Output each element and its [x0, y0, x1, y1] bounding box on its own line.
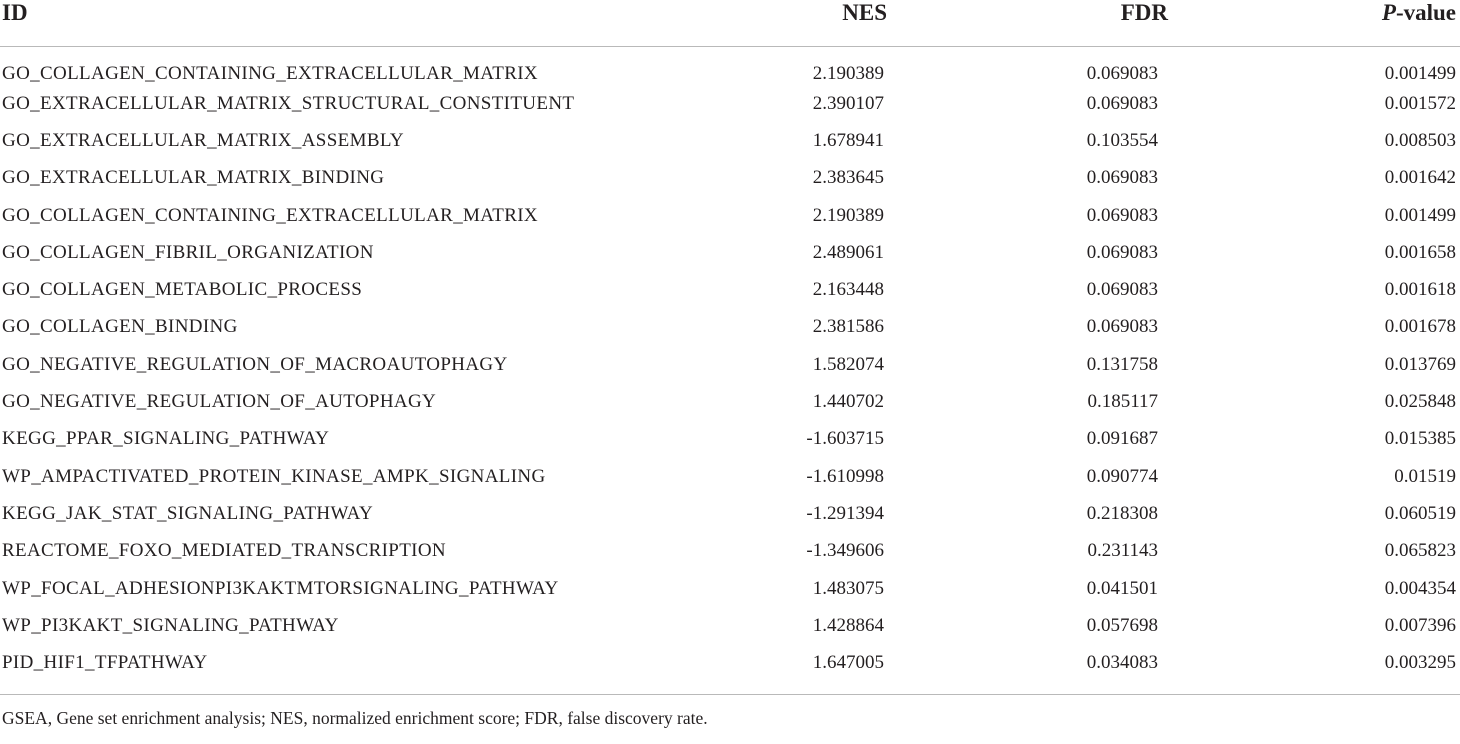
- header-id: ID: [0, 0, 760, 47]
- cell-fdr: 0.057698: [1086, 614, 1158, 636]
- cell-id: GO_NEGATIVE_REGULATION_OF_AUTOPHAGY: [2, 391, 437, 413]
- table-row: [0, 122, 1460, 159]
- cell-p-value: 0.008503: [1384, 129, 1456, 151]
- cell-fdr: 0.090774: [1086, 465, 1158, 487]
- header-row: [0, 0, 1460, 47]
- cell-p-value: 0.001618: [1384, 279, 1456, 301]
- cell-fdr: 0.069083: [1086, 279, 1158, 301]
- cell-p-value: 0.004354: [1384, 577, 1456, 599]
- header-nes: NES: [760, 0, 1010, 47]
- cell-id: GO_COLLAGEN_CONTAINING_EXTRACELLULAR_MATRIX: [2, 63, 538, 84]
- table-body: [0, 47, 1460, 695]
- cell-p-value: 0.025848: [1384, 391, 1456, 413]
- cell-id: REACTOME_FOXO_MEDIATED_TRANSCRIPTION: [2, 540, 446, 562]
- cell-nes: 1.678941: [812, 129, 884, 151]
- cell-fdr: 0.069083: [1086, 167, 1158, 189]
- table-row: [0, 160, 1460, 197]
- cell-id: GO_COLLAGEN_FIBRIL_ORGANIZATION: [2, 241, 374, 263]
- table-row: [0, 271, 1460, 308]
- cell-p-value: 0.001658: [1384, 241, 1456, 263]
- cell-nes: 1.483075: [812, 577, 884, 599]
- cell-nes: 2.190389: [812, 204, 884, 226]
- table-row: [0, 607, 1460, 644]
- table-row: [0, 533, 1460, 570]
- cell-nes: -1.349606: [806, 540, 884, 562]
- table-header: [0, 0, 1460, 47]
- cell-nes: 2.163448: [812, 279, 884, 301]
- table-row: [0, 85, 1460, 122]
- header-fdr: FDR: [1010, 0, 1280, 47]
- cell-fdr: 0.231143: [1087, 540, 1158, 562]
- cell-fdr: 0.069083: [1086, 63, 1158, 84]
- table-row: [0, 234, 1460, 271]
- cell-fdr: 0.185117: [1087, 391, 1158, 413]
- cell-p-value: 0.013769: [1384, 353, 1456, 375]
- cell-fdr: 0.091687: [1086, 428, 1158, 450]
- cell-id: GO_NEGATIVE_REGULATION_OF_MACROAUTOPHAGY: [2, 353, 508, 375]
- cell-fdr: 0.069083: [1086, 204, 1158, 226]
- cell-fdr: 0.218308: [1086, 502, 1158, 524]
- table-row: [0, 570, 1460, 607]
- cell-nes: -1.610998: [806, 465, 884, 487]
- cell-fdr: 0.069083: [1086, 241, 1158, 263]
- cell-p-value: 0.001642: [1384, 167, 1456, 189]
- cell-id: KEGG_JAK_STAT_SIGNALING_PATHWAY: [2, 502, 374, 524]
- cell-id: GO_COLLAGEN_METABOLIC_PROCESS: [2, 279, 363, 301]
- cell-p-value: 0.001499: [1384, 204, 1456, 226]
- cell-p-value: 0.001499: [1384, 63, 1456, 84]
- cell-nes: 1.582074: [812, 353, 884, 375]
- cell-p-value: 0.015385: [1384, 428, 1456, 450]
- cell-id: WP_AMPACTIVATED_PROTEIN_KINASE_AMPK_SIGNALING: [2, 465, 546, 487]
- cell-nes: 2.190389: [812, 63, 884, 84]
- table-row: [0, 495, 1460, 532]
- table-row: [0, 644, 1460, 694]
- cell-nes: 1.647005: [760, 644, 1010, 694]
- cell-id: KEGG_PPAR_SIGNALING_PATHWAY: [2, 428, 330, 450]
- cell-nes: 1.428864: [812, 614, 884, 636]
- cell-nes: -1.291394: [806, 502, 884, 524]
- cell-fdr: 0.069083: [1086, 92, 1158, 114]
- table-row: [0, 458, 1460, 495]
- cell-nes: 2.381586: [812, 316, 884, 338]
- cell-p-value: 0.060519: [1384, 502, 1456, 524]
- cell-id: GO_EXTRACELLULAR_MATRIX_BINDING: [2, 167, 385, 189]
- cell-p-value: 0.003295: [1280, 644, 1460, 694]
- table-row: [0, 421, 1460, 458]
- cell-nes: 2.390107: [812, 92, 884, 114]
- cell-nes: 1.440702: [812, 391, 884, 413]
- table-row: [0, 197, 1460, 234]
- table-row: [0, 383, 1460, 420]
- cell-fdr: 0.103554: [1086, 129, 1158, 151]
- header-p-italic: P: [1381, 0, 1396, 25]
- table-row: [0, 47, 1460, 86]
- cell-nes: 2.383645: [812, 167, 884, 189]
- cell-id: GO_COLLAGEN_BINDING: [2, 316, 238, 338]
- cell-id: WP_PI3KAKT_SIGNALING_PATHWAY: [2, 614, 339, 636]
- cell-p-value: 0.001678: [1384, 316, 1456, 338]
- cell-p-value: 0.001572: [1384, 92, 1456, 114]
- cell-id: GO_COLLAGEN_CONTAINING_EXTRACELLULAR_MATRIX: [2, 204, 538, 226]
- cell-fdr: 0.041501: [1086, 577, 1158, 599]
- cell-fdr: 0.034083: [1010, 644, 1280, 694]
- cell-id: PID_HIF1_TFPATHWAY: [0, 644, 760, 694]
- cell-p-value: 0.01519: [1394, 465, 1456, 487]
- table-row: [0, 346, 1460, 383]
- cell-fdr: 0.069083: [1086, 316, 1158, 338]
- cell-id: WP_FOCAL_ADHESIONPI3KAKTMTORSIGNALING_PATHWAY: [2, 577, 559, 599]
- header-p-value: [1280, 0, 1460, 47]
- cell-p-value: 0.007396: [1384, 614, 1456, 636]
- cell-fdr: 0.131758: [1086, 353, 1158, 375]
- table-footnote: GSEA, Gene set enrichment analysis; NES, normalized enrichment score; FDR, false discovery rate.: [2, 707, 708, 728]
- cell-id: GO_EXTRACELLULAR_MATRIX_STRUCTURAL_CONSTITUENT: [2, 92, 575, 114]
- cell-nes: -1.603715: [806, 428, 884, 450]
- header-p-rest: -value: [1395, 0, 1456, 25]
- cell-nes: 2.489061: [812, 241, 884, 263]
- cell-id: GO_EXTRACELLULAR_MATRIX_ASSEMBLY: [2, 129, 404, 151]
- cell-p-value: 0.065823: [1384, 540, 1456, 562]
- table-row: [0, 309, 1460, 346]
